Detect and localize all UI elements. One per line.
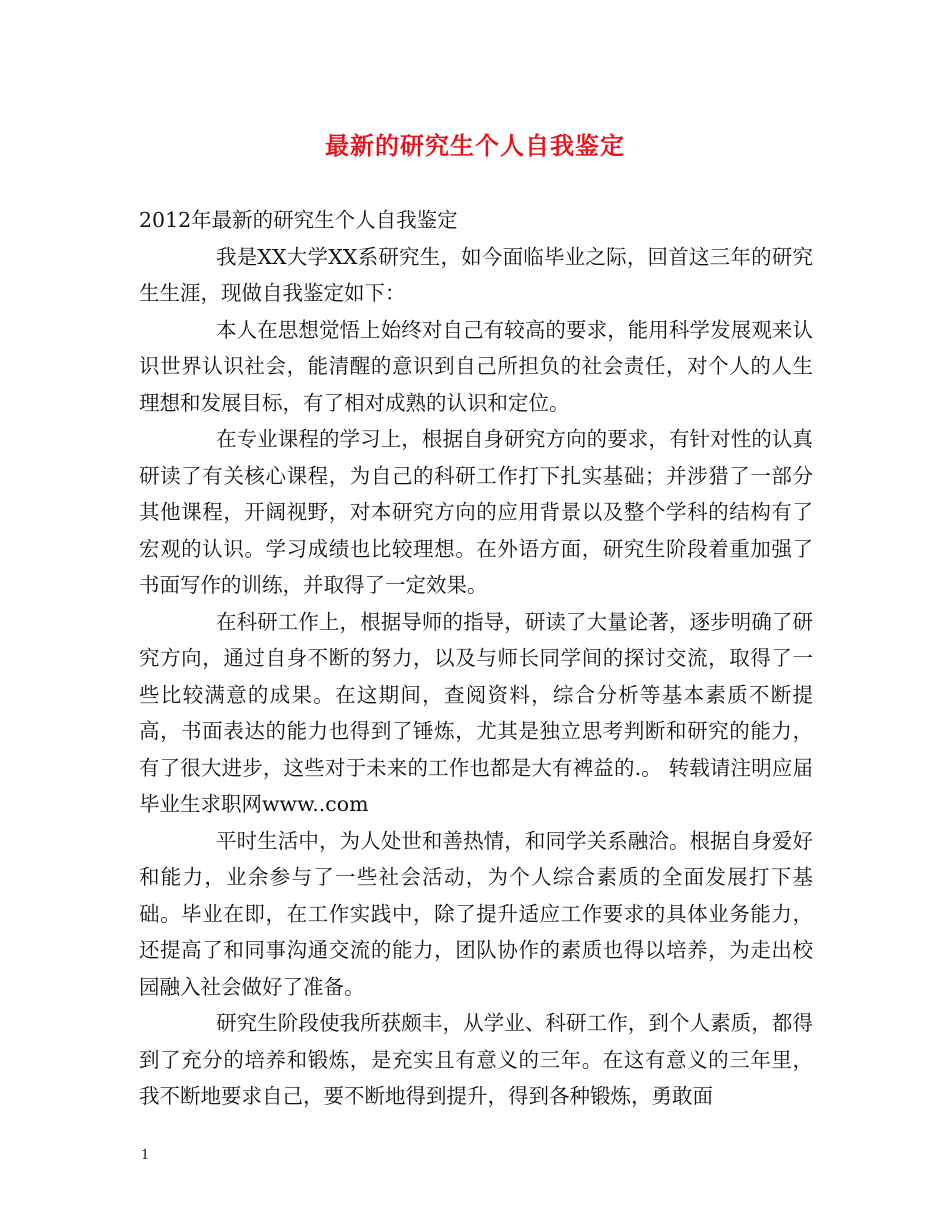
document-body	[139, 202, 813, 1115]
paragraph-summary: 研究生阶段使我所获颇丰，从学业、科研工作，到个人素质，都得到了充分的培养和锻炼，是充实且有意义的三年。在这有意义的三年里，我不断地要求自己，要不断地得到提升，得到各种锻炼，勇敢面	[139, 1011, 813, 1108]
page-number: 1	[141, 1148, 150, 1163]
paragraph-research: 在科研工作上，根据导师的指导，研读了大量论著，逐步明确了研究方向，通过自身不断的努力，以及与师长同学间的探讨交流，取得了一些比较满意的成果。在这期间，查阅资料，综合分析等基本素质不断提高，书面表达的能力也得到了锤炼，尤其是独立思考判断和研究的能力，有了很大进步，这些对于未来的工作也都是大有裨益的.。 转载请注明应届毕业生求职网www..com	[139, 609, 813, 816]
paragraph-coursework: 在专业课程的学习上，根据自身研究方向的要求，有针对性的认真研读了有关核心课程，为自己的科研工作打下扎实基础；并涉猎了一部分其他课程，开阔视野，对本研究方向的应用背景以及整个学科的结构有了宏观的认识。学习成绩也比较理想。在外语方面，研究生阶段着重加强了书面写作的训练，并取得了一定效果。	[139, 427, 813, 597]
document-subtitle: 2012年最新的研究生个人自我鉴定	[139, 208, 458, 232]
paragraph-ideology: 本人在思想觉悟上始终对自己有较高的要求，能用科学发展观来认识世界认识社会，能清醒的意识到自己所担负的社会责任，对个人的人生理想和发展目标，有了相对成熟的认识和定位。	[139, 317, 813, 415]
paragraph-intro: 我是XX大学XX系研究生，如今面临毕业之际，回首这三年的研究生生涯，现做自我鉴定如下：	[139, 244, 813, 305]
document-title: 最新的研究生个人自我鉴定	[325, 131, 625, 160]
paragraph-daily-life: 平时生活中，为人处世和善热情，和同学关系融洽。根据自身爱好和能力，业余参与了一些社会活动，为个人综合素质的全面发展打下基础。毕业在即，在工作实践中，除了提升适应工作要求的具体业务能力，还提高了和同事沟通交流的能力，团队协作的素质也得以培养，为走出校园融入社会做好了准备。	[139, 828, 813, 999]
